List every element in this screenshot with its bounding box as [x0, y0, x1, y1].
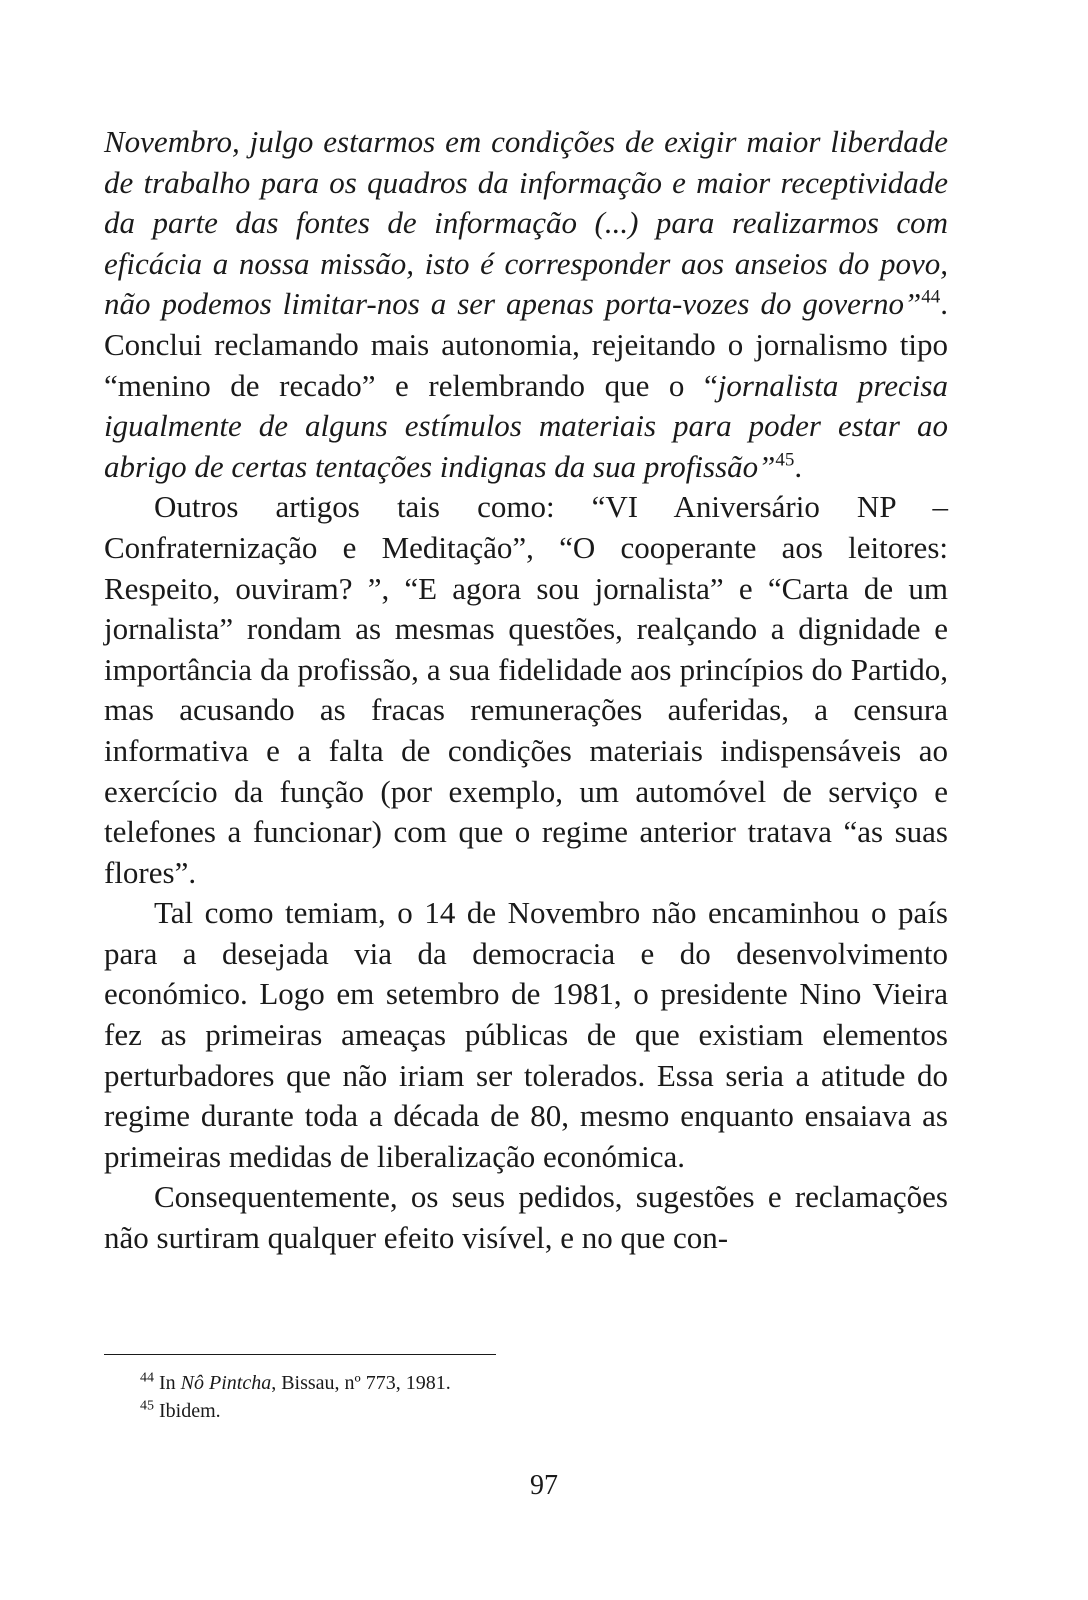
footnote-number: 45 — [140, 1398, 154, 1414]
footnote-ref-45: 45 — [775, 449, 795, 471]
page-body — [104, 122, 948, 1259]
quote-close: ” — [904, 286, 922, 322]
footnote-source: Nô Pintcha — [180, 1372, 272, 1394]
paragraph-2: Outros artigos tais como: “VI Aniversário NP – Confraternização e Meditação”, “O cooperante aos leitores: Respeito, ouviram? ”, “E agora sou jornalista” e “Carta de um jornalista” rondam as mesmas questões, realçando a dignidade e importância da profissão, a sua fidelidade aos princípios do Partido, mas acusando as fracas remunerações auferidas, a censura informativa e a falta de condições materiais indispensáveis ao exercício da função (por exemplo, um automóvel de serviço e telefones a funcionar) com que o regime anterior tratava “as suas flores”. — [104, 489, 948, 890]
footnote-prefix: In — [159, 1372, 181, 1394]
sentence-end: . — [940, 286, 948, 322]
footnotes — [104, 1354, 948, 1425]
footnote-45 — [104, 1397, 948, 1425]
paragraph-1 — [104, 122, 948, 487]
quote-continuation: Novembro, julgo estarmos em condições de exigir maior liberdade de trabalho para os quadros da informação e maior receptividade da parte das fontes de informação (...) para realizarmos com eficácia a nossa missão, isto é corresponder aos anseios do povo, não podemos limitar-nos a ser apenas porta-vozes do governo — [104, 124, 948, 322]
footnote-44 — [104, 1369, 948, 1397]
footnote-number: 44 — [140, 1370, 154, 1386]
footnote-ref-44: 44 — [921, 287, 941, 309]
quote-2-close: ” — [758, 448, 776, 484]
paragraph-3: Tal como temiam, o 14 de Novembro não encaminhou o país para a desejada via da democracia e do desenvolvimento económico. Logo em setembro de 1981, o presidente Nino Vieira fez as primeiras ameaças públicas de que existiam elementos perturbadores que não iriam ser tolerados. Essa seria a atitude do regime durante toda a década de 80, mesmo enquanto ensaiava as primeiras medidas de liberalização económica. — [104, 895, 948, 1174]
footnote-rest: , Bissau, nº 773, 1981. — [271, 1372, 451, 1394]
quote-2: jornalista precisa igualmente de alguns estímulos materiais para poder estar ao abrigo de certas tentações indignas da sua profissão — [104, 367, 948, 484]
footnote-separator — [104, 1354, 496, 1355]
paragraph-1-text: Conclui reclamando mais autonomia, rejeitando o jornalismo tipo “menino de recado” e relembrando que o “ — [104, 326, 948, 403]
footnote-prefix: Ibidem. — [159, 1400, 221, 1422]
body-text — [104, 122, 948, 1259]
sentence-end-2: . — [794, 448, 803, 484]
page-number: 97 — [530, 1470, 558, 1501]
paragraph-4: Consequentemente, os seus pedidos, sugestões e reclamações não surtiram qualquer efeito visível, e no que con- — [104, 1179, 948, 1256]
